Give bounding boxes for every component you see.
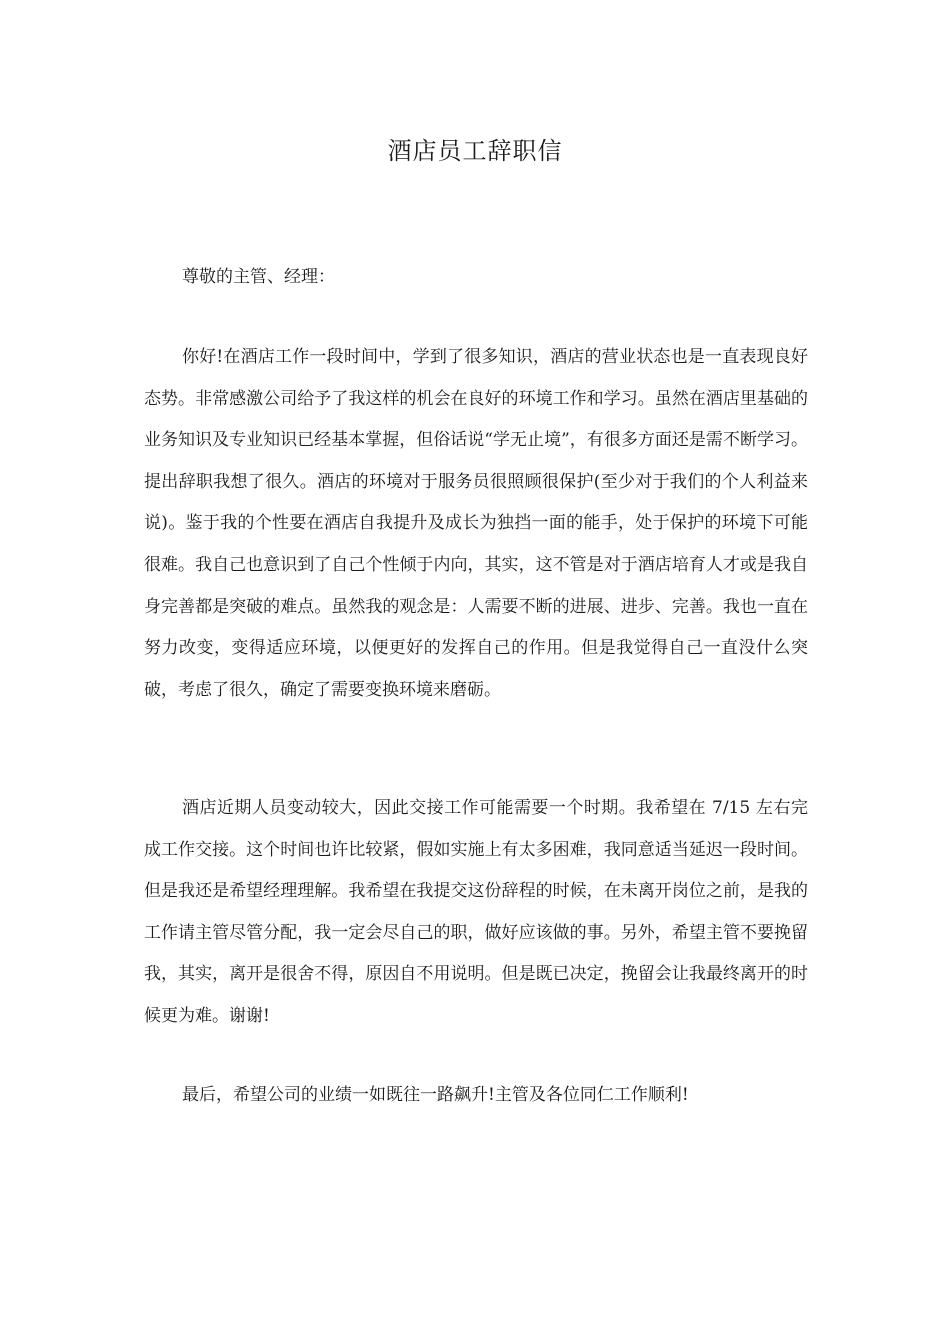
body-paragraph: 酒店近期人员变动较大，因此交接工作可能需要一个时期。我希望在 7/15 左右完成工作交接。这个时间也许比较紧，假如实施上有太多困难，我同意适当延迟一段时间。但是我还是希望经理理解。我希望在我提交这份辞程的时候，在未离开岗位之前，是我的工作请主管尽管分配，我一定会尽自己的职，做好应该做的事。另外，希望主管不要挽留我，其实，离开是很舍不得，原因自不用说明。但是既已决定，挽留会让我最终离开的时候更为难。谢谢! bbox=[144, 798, 808, 1026]
salutation: 尊敬的主管、经理： bbox=[182, 267, 335, 287]
body-paragraph: 你好!在酒店工作一段时间中，学到了很多知识，酒店的营业状态也是一直表现良好态势。非常感激公司给予了我这样的机会在良好的环境工作和学习。虽然在酒店里基础的业务知识及专业知识已经基本掌握，但俗话说“学无止境”，有很多方面还是需不断学习。提出辞职我想了很久。酒店的环境对于服务员很照顾很保护(至少对于我们的个人利益来说)。鉴于我的个性要在酒店自我提升及成长为独挡一面的能手，处于保护的环境下可能很难。我自己也意识到了自己个性倾于内向，其实，这不管是对于酒店培育人才或是我自身完善都是突破的难点。虽然我的观念是：人需要不断的进展、进步、完善。我也一直在努力改变，变得适应环境，以便更好的发挥自己的作用。但是我觉得自己一直没什么突破，考虑了很久，确定了需要变换环境来磨砺。 bbox=[144, 347, 808, 700]
document-title: 酒店员工辞职信 bbox=[387, 137, 563, 165]
closing-paragraph: 最后，希望公司的业绩一如既往一路飙升!主管及各位同仁工作顺利! bbox=[182, 1085, 689, 1105]
